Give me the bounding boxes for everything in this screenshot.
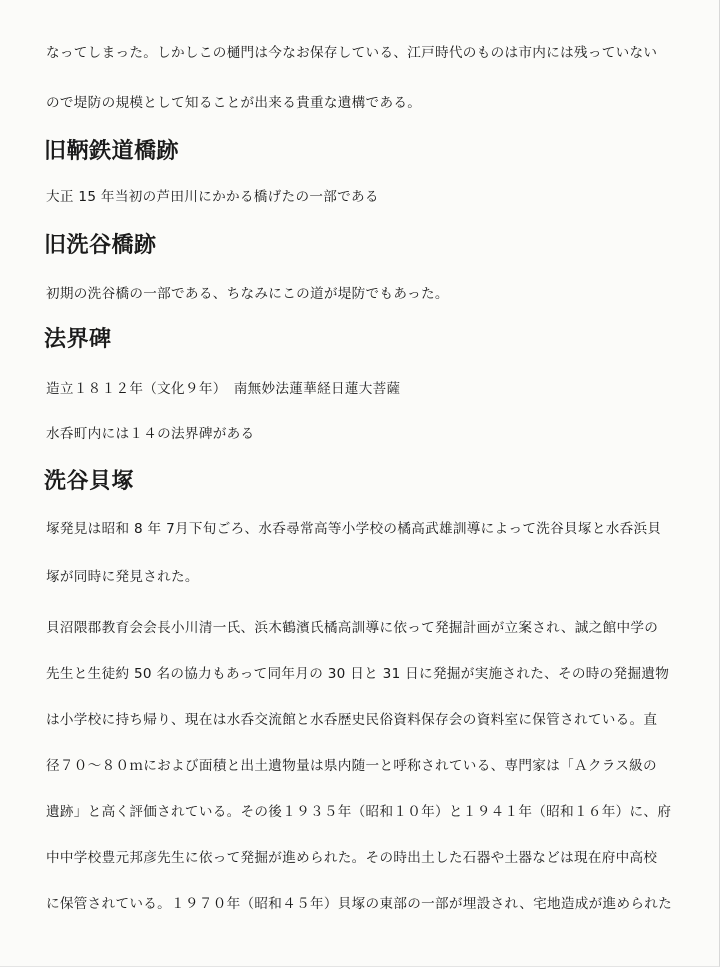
text-line: 中中学校豊元邦彦先生に依って発掘が進められた。その時出土した石器や土器などは現在府中高校 bbox=[46, 850, 658, 866]
text-line: 径７０～８０ｍにおよび面積と出土遺物量は県内随一と呼称されている、専門家は「Ａクラス級の bbox=[46, 758, 657, 774]
text-line: 造立１８１２年（文化９年） 南無妙法蓮華経日蓮大菩薩 bbox=[46, 381, 401, 397]
text-line: 貝沼隈郡教育会会長小川清一氏、浜木鶴濱氏橘高訓導に依って発掘計画が立案され、誠之館中学の bbox=[46, 620, 659, 636]
text-line: 水呑町内には１４の法界碑がある bbox=[46, 426, 255, 442]
text-line: に保管されている。１９７０年（昭和４５年）貝塚の東部の一部が埋設され、宅地造成が進められた bbox=[46, 896, 673, 912]
text-line: ので堤防の規模として知ることが出来る貴重な遺構である。 bbox=[46, 95, 422, 111]
section-heading: 旧鞆鉄道橋跡 bbox=[44, 139, 180, 164]
text-line: 塚発見は昭和 8 年 7月下旬ごろ、水呑尋常高等小学校の橘高武雄訓導によって洗谷貝塚と水呑浜貝 bbox=[46, 521, 662, 537]
text-line: 大正 15 年当初の芦田川にかかる橋げたの一部である bbox=[46, 189, 379, 205]
text-line: は小学校に持ち帰り、現在は水呑交流館と水呑歴史民俗資料保存会の資料室に保管されている。直 bbox=[46, 712, 658, 728]
text-line: 初期の洗谷橋の一部である、ちなみにこの道が堤防でもあった。 bbox=[46, 286, 449, 302]
text-line: 先生と生徒約 50 名の協力もあって同年月の 30 日と 31 日に発掘が実施された、その時の発掘遺物 bbox=[46, 666, 670, 682]
text-line: なってしまった。しかしこの樋門は今なお保存している、江戸時代のものは市内には残っていない bbox=[46, 45, 658, 61]
section-heading: 法界碑 bbox=[44, 327, 112, 352]
text-line: 遺跡」と高く評価されている。その後１９３５年（昭和１０年）と１９４１年（昭和１６年）に、府 bbox=[46, 804, 672, 820]
section-heading: 旧洗谷橋跡 bbox=[44, 233, 157, 258]
text-line: 塚が同時に発見された。 bbox=[46, 569, 199, 585]
section-heading: 洗谷貝塚 bbox=[44, 469, 135, 494]
